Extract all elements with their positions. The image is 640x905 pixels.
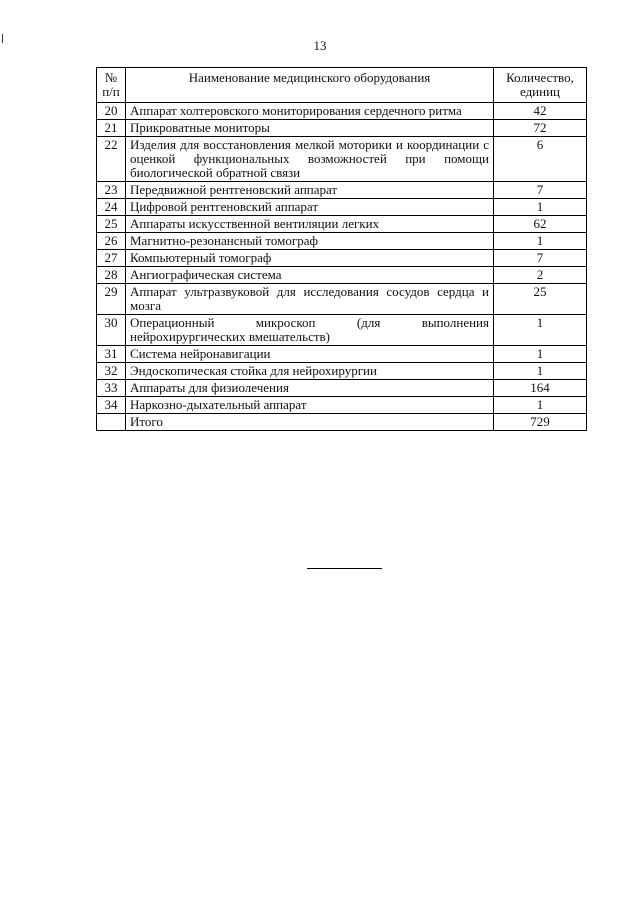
table-row [97, 284, 587, 315]
row-qty: 72 [494, 120, 587, 137]
row-num: 20 [97, 103, 126, 120]
row-qty: 1 [494, 397, 587, 414]
row-num: 26 [97, 233, 126, 250]
row-qty: 62 [494, 216, 587, 233]
row-num: 30 [97, 315, 126, 346]
row-num: 28 [97, 267, 126, 284]
table-row [97, 199, 587, 216]
row-name: Система нейронавигации [126, 346, 494, 363]
row-qty: 7 [494, 182, 587, 199]
table-row [97, 397, 587, 414]
table-header-row [97, 68, 587, 103]
row-qty: 1 [494, 346, 587, 363]
row-qty: 1 [494, 315, 587, 346]
row-qty: 2 [494, 267, 587, 284]
table-row [97, 363, 587, 380]
equipment-table [96, 67, 587, 431]
row-num: 27 [97, 250, 126, 267]
row-name: Компьютерный томограф [126, 250, 494, 267]
table-body [97, 103, 587, 431]
row-num: 22 [97, 137, 126, 182]
table-row [97, 103, 587, 120]
table-row [97, 120, 587, 137]
row-name: Изделия для восстановления мелкой моторики и координации с оценкой функциональных возможностей при помощи биологической обратной связи [126, 137, 494, 182]
row-num: 33 [97, 380, 126, 397]
total-label: Итого [126, 414, 494, 431]
table-row [97, 315, 587, 346]
table-row [97, 137, 587, 182]
row-name: Аппарат ультразвуковой для исследования сосудов сердца и мозга [126, 284, 494, 315]
table-row [97, 250, 587, 267]
end-divider-line [307, 568, 382, 569]
row-num: 24 [97, 199, 126, 216]
total-row [97, 414, 587, 431]
row-name: Ангиографическая система [126, 267, 494, 284]
row-qty: 1 [494, 199, 587, 216]
table-row [97, 346, 587, 363]
row-qty: 25 [494, 284, 587, 315]
row-qty: 42 [494, 103, 587, 120]
table-row [97, 182, 587, 199]
row-num: 29 [97, 284, 126, 315]
row-num: 21 [97, 120, 126, 137]
total-qty: 729 [494, 414, 587, 431]
header-qty: Количество, единиц [494, 68, 587, 103]
row-qty: 1 [494, 363, 587, 380]
row-num: 23 [97, 182, 126, 199]
table-row [97, 380, 587, 397]
row-name: Передвижной рентгеновский аппарат [126, 182, 494, 199]
header-name: Наименование медицинского оборудования [126, 68, 494, 103]
row-num: 32 [97, 363, 126, 380]
row-name: Наркозно-дыхательный аппарат [126, 397, 494, 414]
row-qty: 164 [494, 380, 587, 397]
row-name: Аппараты искусственной вентиляции легких [126, 216, 494, 233]
row-name: Эндоскопическая стойка для нейрохирургии [126, 363, 494, 380]
table-row [97, 267, 587, 284]
row-name: Операционный микроскоп (для выполнения нейрохирургических вмешательств) [126, 315, 494, 346]
table-row [97, 233, 587, 250]
row-num: 25 [97, 216, 126, 233]
row-qty: 7 [494, 250, 587, 267]
row-name: Прикроватные мониторы [126, 120, 494, 137]
page-number: 13 [313, 38, 327, 53]
row-qty: 1 [494, 233, 587, 250]
row-name: Цифровой рентгеновский аппарат [126, 199, 494, 216]
header-num: № п/п [97, 68, 126, 103]
row-num: 31 [97, 346, 126, 363]
row-num: 34 [97, 397, 126, 414]
row-name: Аппарат холтеровского мониторирования сердечного ритма [126, 103, 494, 120]
row-qty: 6 [494, 137, 587, 182]
row-name: Аппараты для физиолечения [126, 380, 494, 397]
table-row [97, 216, 587, 233]
total-num [97, 414, 126, 431]
row-name: Магнитно-резонансный томограф [126, 233, 494, 250]
